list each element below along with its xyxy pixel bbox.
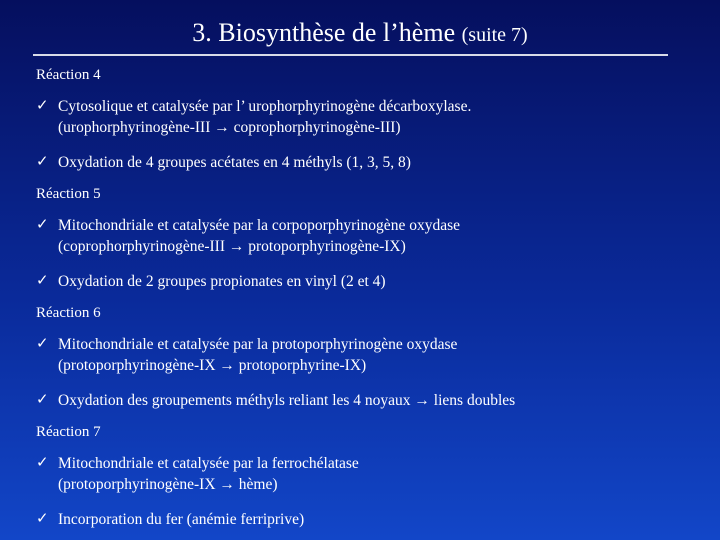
- bullet-item: [36, 334, 706, 376]
- bullet-line: Mitochondriale et catalysée par la ferrochélatase: [58, 455, 359, 472]
- check-icon: ✓: [36, 511, 49, 527]
- title-divider: [33, 54, 668, 56]
- check-icon: ✓: [36, 273, 49, 289]
- bullet-line: Mitochondriale et catalysée par la corpoporphyrinogène oxydase: [58, 217, 460, 234]
- slide-title: [0, 18, 720, 48]
- bullet-item: [36, 96, 706, 138]
- bullet-item: [36, 390, 706, 411]
- bullet-line: Oxydation des groupements méthyls reliant les 4 noyaux → liens doubles: [58, 392, 516, 409]
- reaction-heading: Réaction 6: [36, 305, 101, 321]
- bullet-line: (protoporphyrinogène-IX → hème): [58, 476, 278, 493]
- reaction-heading: Réaction 4: [36, 67, 101, 83]
- bullet-line: (coprophorphyrinogène-III → protoporphyrinogène-IX): [58, 238, 406, 255]
- check-icon: ✓: [36, 336, 49, 352]
- slide-title-main: 3. Biosynthèse de l’hème: [192, 18, 456, 47]
- bullet-item: [36, 215, 706, 257]
- reaction-heading: Réaction 7: [36, 424, 101, 440]
- bullet-line: (urophorphyrinogène-III → coprophorphyrinogène-III): [58, 119, 401, 136]
- check-icon: ✓: [36, 392, 49, 408]
- bullet-line: Oxydation de 2 groupes propionates en vinyl (2 et 4): [58, 273, 386, 290]
- bullet-line: Incorporation du fer (anémie ferriprive): [58, 511, 305, 528]
- slide-content: [36, 66, 706, 530]
- slide-title-sub: (suite 7): [461, 24, 528, 46]
- bullet-line: Mitochondriale et catalysée par la protoporphyrinogène oxydase: [58, 336, 458, 353]
- check-icon: ✓: [36, 98, 49, 114]
- bullet-item: [36, 509, 706, 530]
- bullet-line: Oxydation de 4 groupes acétates en 4 méthyls (1, 3, 5, 8): [58, 154, 411, 171]
- reaction-heading: Réaction 5: [36, 186, 101, 202]
- check-icon: ✓: [36, 154, 49, 170]
- bullet-line: (protoporphyrinogène-IX → protoporphyrine-IX): [58, 357, 367, 374]
- check-icon: ✓: [36, 217, 49, 233]
- bullet-line: Cytosolique et catalysée par l’ urophorphyrinogène décarboxylase.: [58, 98, 472, 115]
- check-icon: ✓: [36, 455, 49, 471]
- bullet-item: [36, 453, 706, 495]
- bullet-item: [36, 271, 706, 292]
- bullet-item: [36, 152, 706, 173]
